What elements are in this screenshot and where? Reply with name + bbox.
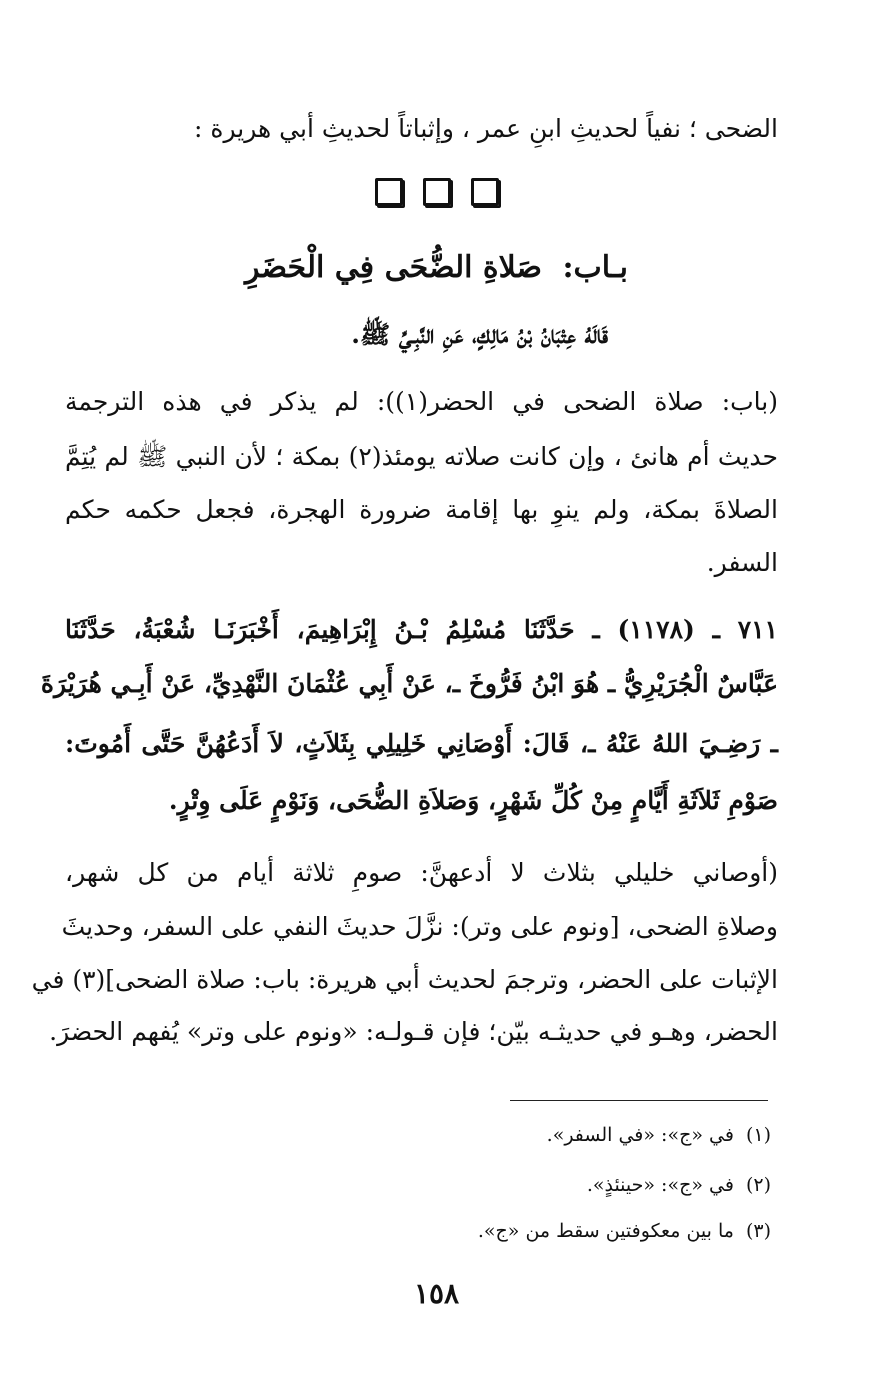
footnote-text: في «ج»: «في السفر». — [546, 1124, 734, 1146]
hadith-line: ـ رَضِـيَ اللهُ عَنْهُ ـ، قَالَ: أَوْصَانِي خَلِيلِي بِثَلاَثٍ، لاَ أَدَعُهُنَّ حَتَّى أَمُوتَ: — [65, 729, 778, 758]
footnote-number: (٣) — [745, 1220, 771, 1242]
commentary2-line: الإثبات على الحضر، وترجمَ لحديث أبي هريرة: باب: صلاة الضحى](٣) في — [31, 965, 778, 994]
section-ornament — [0, 178, 873, 210]
commentary1-line: الصلاةَ بمكة، ولم ينوِ بها إقامة ضرورة الهجرة، فجعل حكمه حكم — [65, 495, 778, 524]
hadith-line: صَوْمِ ثَلاَثَةِ أَيَّامٍ مِنْ كُلِّ شَهْرٍ، وَصَلاَةِ الضُّحَى، وَنَوْمٍ عَلَى وِتْرٍ. — [168, 786, 778, 815]
footnote — [587, 1172, 771, 1198]
footnote-text: ما بين معكوفتين سقط من «ج». — [477, 1220, 734, 1242]
chapter-label: بـاب: — [562, 250, 629, 285]
footnote — [478, 1218, 771, 1244]
commentary1-line: السفر. — [706, 548, 778, 577]
intro-line: الضحى ؛ نفياً لحديثِ ابنِ عمر ، وإثباتاً لحديثِ أبي هريرة : — [194, 114, 778, 143]
ornament-square-icon — [423, 178, 451, 206]
ornament-square-icon — [375, 178, 403, 206]
page-number: ١٥٨ — [413, 1277, 460, 1310]
footnote — [547, 1122, 771, 1148]
commentary2-line: (أوصاني خليلي بثلاث لا أدعهنَّ: صومِ ثلاثة أيام من كل شهر، — [65, 858, 778, 887]
commentary2-line: الحضر، وهـو في حديثـه بيّن؛ فإن قـولـه: «ونوم على وتر» يُفهم الحضرَ. — [49, 1017, 778, 1046]
footnote-number: (٢) — [745, 1174, 771, 1196]
chapter-subtitle: قَالَهُ عِتْبَانُ بْنُ مَالِكٍ، عَنِ النَّبِـيِّ ﷺ. — [351, 320, 608, 349]
commentary1-line: (باب: صلاة الضحى في الحضر(١)): لم يذكر في هذه الترجمة — [65, 387, 778, 416]
footnote-divider — [510, 1100, 768, 1101]
footnote-text: في «ج»: «حينئذٍ». — [586, 1174, 734, 1196]
footnote-number: (١) — [745, 1124, 771, 1146]
hadith-line: ٧١١ ـ (١١٧٨) ـ حَدَّثَنَا مُسْلِمُ بْـنُ إِبْرَاهِيمَ، أَخْبَرَنَـا شُعْبَةُ، حَدَّثَنَا — [65, 615, 778, 644]
ornament-square-icon — [471, 178, 499, 206]
commentary2-line: وصلاةِ الضحى، [ونوم على وتر): نزَّلَ حديثَ النفي على السفر، وحديثَ — [61, 912, 778, 941]
chapter-title: صَلاةِ الضُّحَى فِي الْحَضَرِ — [244, 250, 542, 285]
hadith-line: عَبَّاسٌ الْجُرَيْرِيُّ ـ هُوَ ابْنُ فَرُّوخَ ـ، عَنْ أَبِي عُثْمَانَ النَّهْدِيِّ، عَنْ أَبِـي هُرَيْرَةَ — [40, 669, 778, 698]
chapter-heading — [0, 248, 873, 288]
commentary1-line: حديث أم هانئ ، وإن كانت صلاته يومئذ(٢) بمكة ؛ لأن النبي ﷺ لم يُتِمَّ — [65, 442, 778, 471]
